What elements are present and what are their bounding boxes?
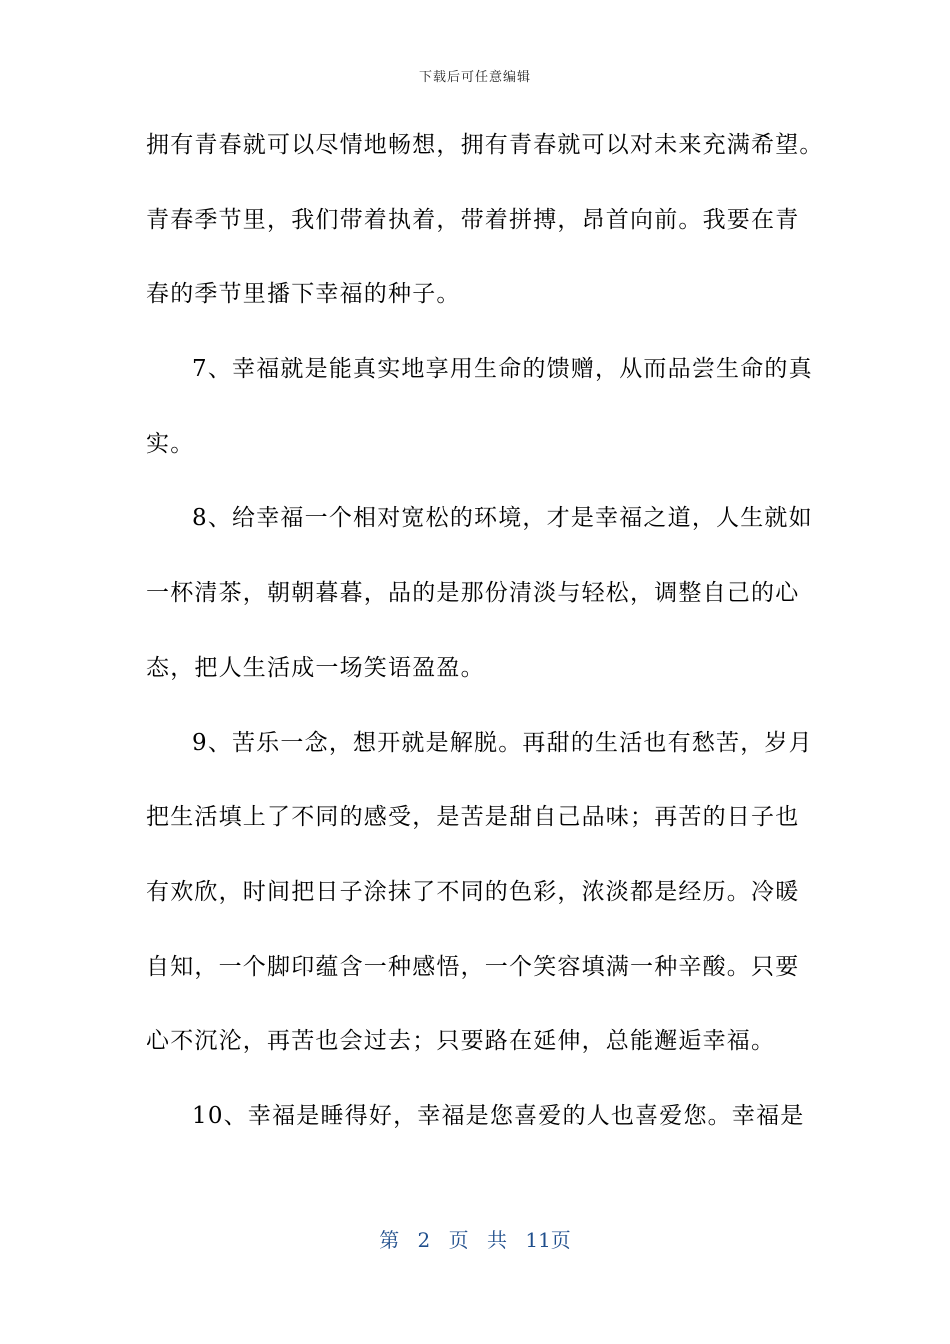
page-header: 下载后可任意编辑 bbox=[418, 70, 531, 85]
footer-total-pages: 11页 bbox=[525, 1228, 571, 1252]
text-line: 9、苦乐一念，想开就是解脱。再甜的生活也有愁苦，岁月 bbox=[192, 729, 813, 756]
text-line: 实。 bbox=[146, 430, 195, 457]
text-line: 一杯清茶，朝朝暮暮，品的是那份清淡与轻松，调整自己的心 bbox=[146, 580, 800, 607]
footer-current-page: 2 bbox=[417, 1228, 431, 1252]
document-body bbox=[146, 120, 824, 1166]
text-line: 7、幸福就是能真实地享用生命的馈赠，从而品尝生命的真 bbox=[192, 356, 813, 383]
text-line: 心不沉沦，再苦也会过去；只要路在延伸，总能邂逅幸福。 bbox=[146, 1028, 776, 1055]
footer-total-label: 共 bbox=[487, 1228, 507, 1252]
text-line: 态，把人生活成一场笑语盈盈。 bbox=[146, 654, 485, 681]
text-line: 春的季节里播下幸福的种子。 bbox=[146, 281, 461, 308]
text-line: 把生活填上了不同的感受，是苦是甜自己品味；再苦的日子也 bbox=[146, 804, 800, 831]
footer-page-unit: 页 bbox=[448, 1228, 469, 1252]
page-footer bbox=[0, 1224, 950, 1253]
text-line: 拥有青春就可以尽情地畅想，拥有青春就可以对未来充满希望。 bbox=[146, 132, 824, 158]
text-line: 青春季节里，我们带着执着，带着拼搏，昂首向前。我要在青 bbox=[146, 206, 800, 233]
text-line: 10、幸福是睡得好，幸福是您喜爱的人也喜爱您。幸福是 bbox=[192, 1102, 805, 1129]
text-line: 有欢欣，时间把日子涂抹了不同的色彩，浓淡都是经历。冷暖 bbox=[146, 878, 800, 905]
text-line: 8、给幸福一个相对宽松的环境，才是幸福之道，人生就如 bbox=[192, 505, 813, 532]
text-line: 自知，一个脚印蕴含一种感悟，一个笑容填满一种辛酸。只要 bbox=[146, 953, 800, 980]
footer-page-label: 第 bbox=[379, 1228, 400, 1252]
